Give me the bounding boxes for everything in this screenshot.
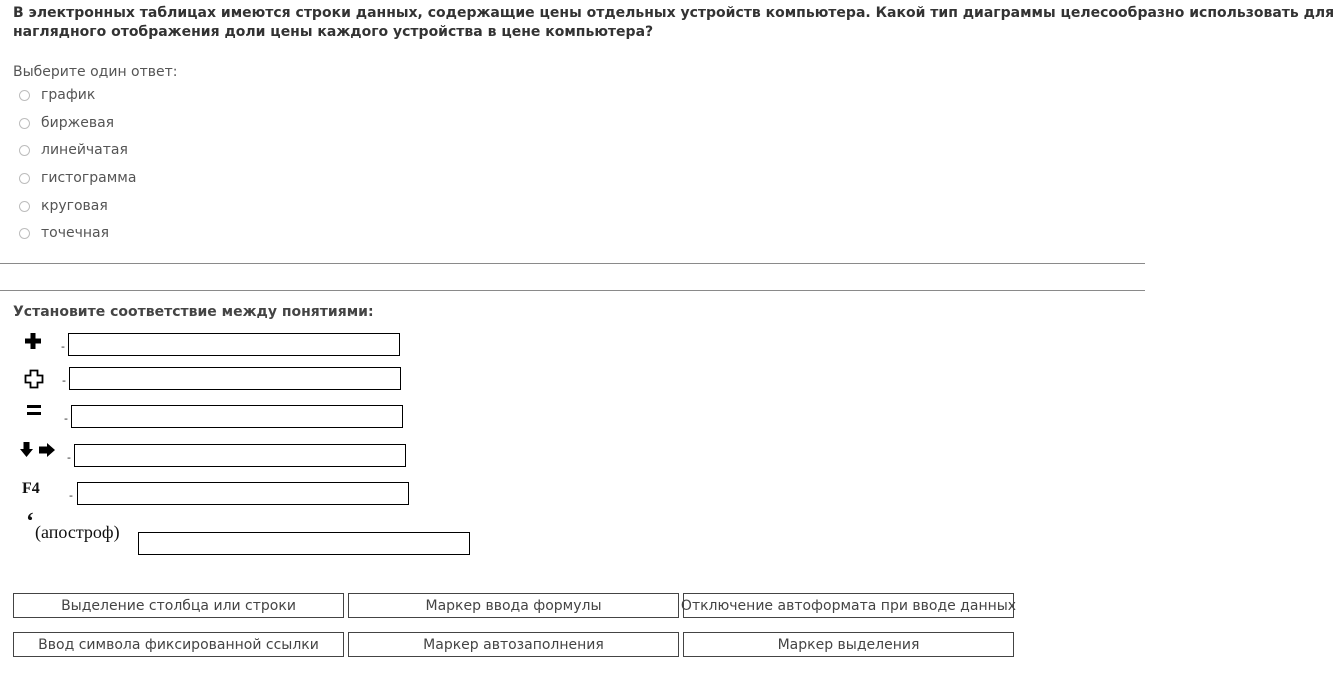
answer-prompt: Выберите один ответ: [13,64,178,80]
option-label[interactable]: точечная [41,225,110,241]
radio-button[interactable] [19,145,30,156]
separator-dash: - [64,412,68,425]
option-gistogramma[interactable] [19,168,136,188]
drop-target-2[interactable] [69,367,401,390]
option-label[interactable]: гистограмма [41,170,137,186]
question-text [13,4,1334,42]
answer-option[interactable]: Маркер автозаполнения [348,632,679,657]
down-right-arrows-icon [20,442,56,458]
option-label[interactable]: биржевая [41,115,115,131]
option-label[interactable]: круговая [41,198,108,214]
option-tochechnaya[interactable] [19,223,109,243]
separator-dash: - [62,374,66,387]
radio-button[interactable] [19,201,30,212]
separator-dash: - [69,489,73,502]
equals-icon [27,405,41,415]
drop-target-5[interactable] [77,482,409,505]
radio-button[interactable] [19,90,30,101]
answer-option[interactable]: Отключение автоформата при вводе данных [683,593,1014,618]
drop-target-4[interactable] [74,444,406,467]
drop-target-3[interactable] [71,405,403,428]
bold-plus-icon [25,333,41,349]
divider [0,263,1145,264]
option-label[interactable]: график [41,87,96,103]
divider [0,290,1145,291]
answer-option[interactable]: Ввод символа фиксированной ссылки [13,632,344,657]
radio-button[interactable] [19,118,30,129]
answer-option[interactable]: Маркер ввода формулы [348,593,679,618]
separator-dash: - [67,451,71,464]
drop-target-6[interactable] [138,532,470,555]
option-birzhevaya[interactable] [19,113,114,133]
matching-title: Установите соответствие между понятиями: [13,304,374,320]
separator-dash: - [61,340,65,353]
option-lineychataya[interactable] [19,140,128,160]
apostrophe-label: (апостроф) [35,522,120,542]
question-text-line-1: В электронных таблицах имеются строки данных, содержащие цены отдельных устройств компьютера. Какой тип диаграммы целесообразно использовать для [13,5,1334,21]
outline-plus-icon [24,369,44,389]
option-krugovaya[interactable] [19,196,108,216]
answer-option[interactable]: Маркер выделения [683,632,1014,657]
option-label[interactable]: линейчатая [41,142,128,158]
radio-button[interactable] [19,173,30,184]
answer-option[interactable]: Выделение столбца или строки [13,593,344,618]
option-grafik[interactable] [19,85,95,105]
drop-target-1[interactable] [68,333,400,356]
f4-key-label: F4 [22,480,40,497]
question-text-line-2: наглядного отображения доли цены каждого устройства в цене компьютера? [13,24,654,40]
radio-button[interactable] [19,228,30,239]
apostrophe-glyph: ‘ [26,509,34,535]
